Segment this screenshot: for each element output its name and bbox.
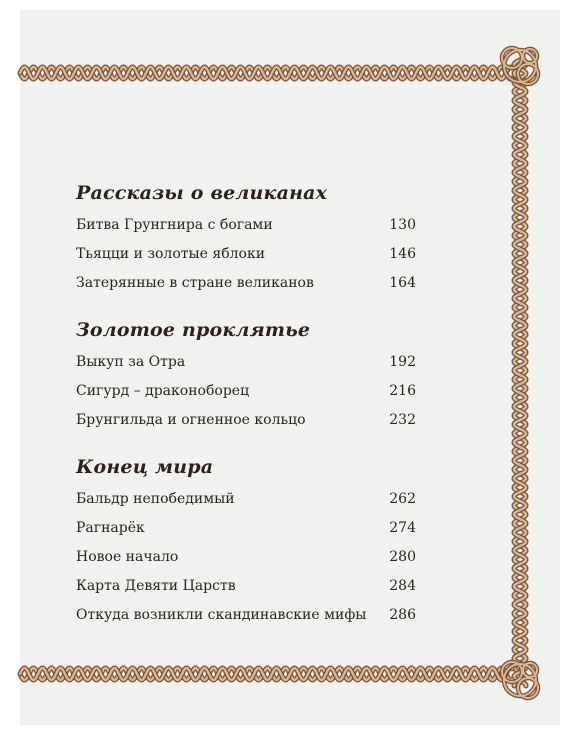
entry-page-number: 164 [389, 275, 416, 291]
celtic-knot-icon [502, 662, 538, 698]
toc-section [76, 453, 416, 630]
entry-title: Рагнарёк [76, 520, 145, 536]
entry-title: Бальдр непобедимый [76, 491, 235, 507]
entry-title: Брунгильда и огненное кольцо [76, 412, 306, 428]
toc-entry[interactable] [76, 406, 416, 435]
toc-entry[interactable] [76, 514, 416, 543]
entry-page-number: 232 [389, 412, 416, 428]
entry-title: Новое начало [76, 549, 179, 565]
entry-page-number: 284 [389, 578, 416, 594]
toc-entry[interactable] [76, 377, 416, 406]
toc-entry[interactable] [76, 485, 416, 514]
entry-page-number: 192 [389, 354, 416, 370]
entry-title: Битва Грунгнира с богами [76, 217, 273, 233]
entry-title: Карта Девяти Царств [76, 578, 236, 594]
section-title: Золотое проклятье [76, 319, 311, 341]
toc-entry[interactable] [76, 348, 416, 377]
entry-page-number: 216 [389, 383, 416, 399]
section-title: Рассказы о великанах [76, 182, 328, 204]
toc-section [76, 179, 416, 298]
celtic-knot-icon [502, 48, 538, 84]
toc-section [76, 316, 416, 435]
entry-title: Сигурд – драконоборец [76, 383, 250, 399]
entry-title: Выкуп за Отра [76, 354, 186, 370]
entry-title: Откуда возникли скандинавские мифы [76, 607, 367, 623]
entry-page-number: 274 [389, 520, 416, 536]
entry-page-number: 286 [389, 607, 416, 623]
toc-entry[interactable] [76, 211, 416, 240]
entry-page-number: 262 [389, 491, 416, 507]
entry-page-number: 146 [389, 246, 416, 262]
toc-entry[interactable] [76, 572, 416, 601]
toc-entry[interactable] [76, 269, 416, 298]
entry-page-number: 130 [389, 217, 416, 233]
toc-entry[interactable] [76, 601, 416, 630]
toc-entry[interactable] [76, 543, 416, 572]
toc-entry[interactable] [76, 240, 416, 269]
entry-title: Затерянные в стране великанов [76, 275, 314, 291]
entry-page-number: 280 [389, 549, 416, 565]
entry-title: Тьяцци и золотые яблоки [76, 246, 266, 262]
section-title: Конец мира [76, 456, 214, 478]
